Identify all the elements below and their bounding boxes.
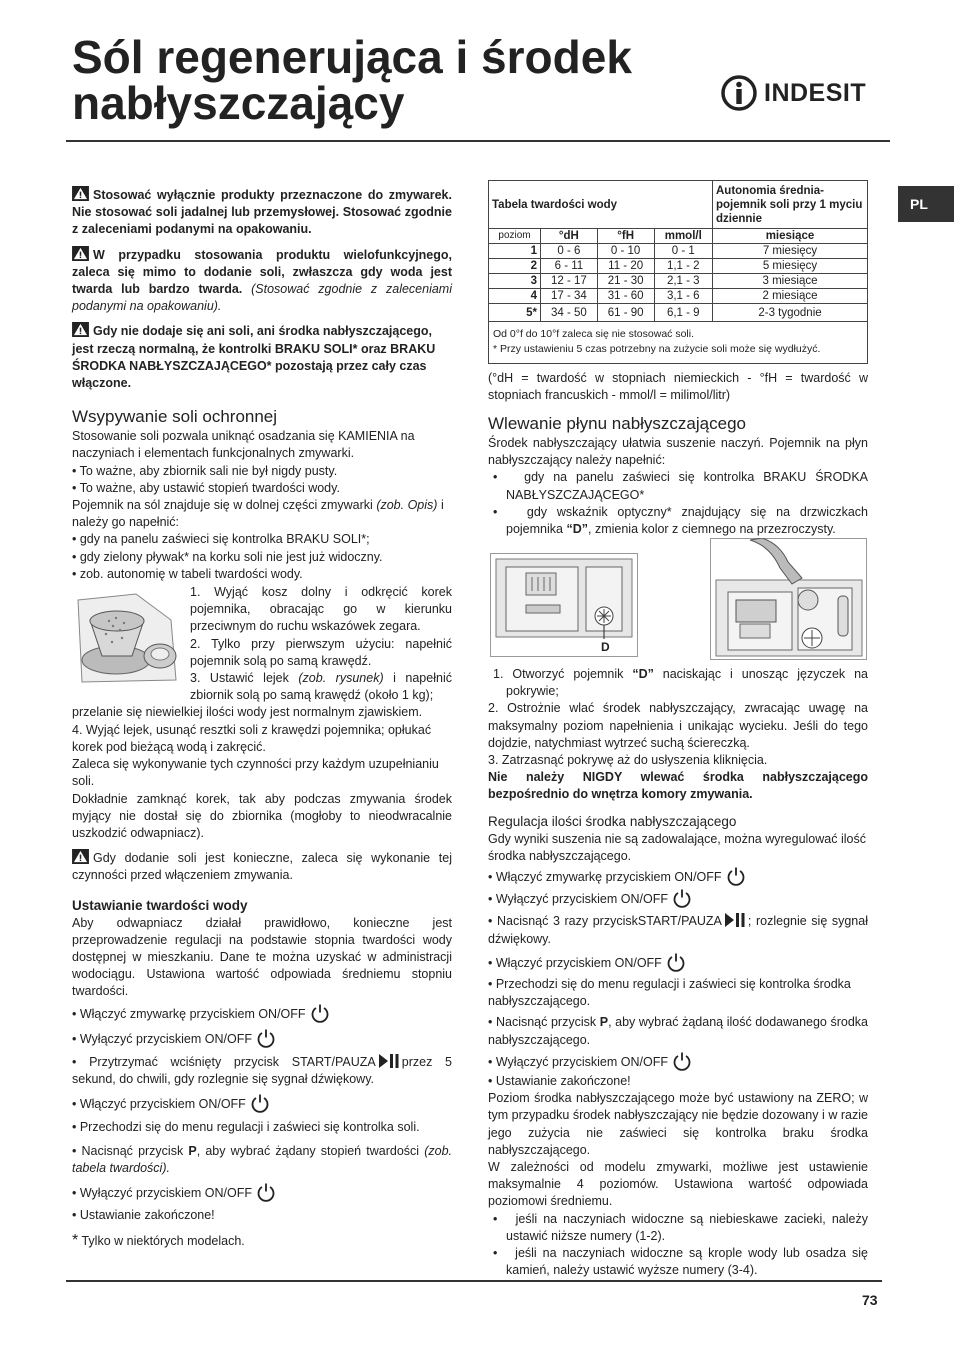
hardness-step: • Przytrzymać wciśnięty przycisk START/PAUZA przez 5 sekund, do chwili, gdy rozlegnie się sygnał dźwiękowy. bbox=[72, 1054, 452, 1087]
step-1: 1. Wyjąć kosz dolny i odkręcić korek pojemnika, obracając go w kierunku przeciwnym do ruchu wskazówek zegara. bbox=[190, 585, 452, 634]
indesit-logo bbox=[720, 74, 866, 112]
language-tab: PL bbox=[898, 186, 954, 222]
hardness-step: • Nacisnąć przycisk P, aby wybrać żądany stopień twardości (zob. tabela twardości). bbox=[72, 1143, 453, 1175]
rinse-warning: Nie należy NIGDY wlewać środka nabłyszczającego bezpośrednio do wnętrza komory zmywania. bbox=[488, 770, 868, 802]
subsection-water-hardness: Ustawianie twardości wody bbox=[72, 897, 248, 913]
table-autonomy-header: Autonomia średnia-pojemnik soli przy 1 myciu dziennie bbox=[713, 181, 868, 229]
warning-indicators: Gdy nie dodaje się ani soli, ani środka nabłyszczającego, jest rzeczą normalną, że kontrolki BRAKU SOLI* oraz BRAKU ŚRODKA NABŁYSZCZAJĄCEGO* pozostają przez cały czas włączone. bbox=[72, 324, 436, 391]
rinse-bullet: • gdy na panelu zaświeci się kontrolka BRAKU ŚRODKA NABŁYSZCZAJĄCEGO* bbox=[493, 470, 869, 502]
right-column-steps bbox=[488, 666, 868, 1280]
table-header-row: poziom °dH °fH mmol/l miesiące bbox=[489, 229, 868, 244]
regulation-intro: Gdy wyniki suszenia nie są zadowalające, można wyregulować ilość środka nabłyszczającego. bbox=[488, 831, 866, 863]
power-icon bbox=[672, 1051, 692, 1071]
start-pause-icon bbox=[724, 912, 746, 928]
power-icon bbox=[666, 952, 686, 972]
rinse-step-1: 1. Otworzyć pojemnik “D” naciskając i unosząc języczek na pokrywie; bbox=[493, 667, 868, 699]
rinse-step-2: 2. Ostrożnie wlać środek nabłyszczający, zwracając uwagę na maksymalny poziom napełnienia i unikając wycieku. Jeśli do tego dojdzie, natychmiast wytrzeć suchą ściereczką. bbox=[488, 701, 868, 750]
power-icon bbox=[726, 866, 746, 886]
step-3: 3. Ustawić lejek (zob. rysunek) i napełnić zbiornik solą po samą krawędź (około 1 kg); bbox=[190, 671, 452, 703]
table-legend: (°dH = twardość w stopniach niemieckich - °fH = twardość w stopniach francuskich - mmol/l = milimol/litr) bbox=[488, 371, 868, 403]
rinse-step-3: 3. Zatrzasnąć pokrywę aż do usłyszenia kliknięcia. bbox=[488, 753, 768, 768]
footnote: * Tylko w niektórych modelach. bbox=[72, 1231, 245, 1249]
regulation-step: • Ustawianie zakończone! bbox=[488, 1074, 631, 1089]
model-bullet: • jeśli na naczyniach widoczne są niebieskawe zacieki, należy ustawić niższe numery (1-2). bbox=[493, 1211, 868, 1243]
salt-bullet: • zob. autonomię w tabeli twardości wody. bbox=[72, 566, 303, 581]
steps-with-figure bbox=[72, 584, 452, 704]
table-row: 3 12 - 17 21 - 30 2,1 - 3 3 miesiące bbox=[489, 274, 868, 289]
warning-products: Stosować wyłącznie produkty przeznaczone do zmywarek. Nie stosować soli jadalnej lub przemysłowej. Stosować zgodnie z zaleceniami podanymi na opakowaniu. bbox=[72, 188, 452, 237]
warning-icon bbox=[72, 246, 89, 261]
regulation-step: • Nacisnąć 3 razy przyciskSTART/PAUZA ; rozlegnie się sygnał dźwiękowy. bbox=[488, 914, 868, 946]
power-icon bbox=[250, 1093, 270, 1113]
salt-bullet: • To ważne, aby ustawić stopień twardości wody. bbox=[72, 480, 340, 495]
regulation-step: • Przechodzi się do menu regulacji i zaświeci się kontrolka środka nabłyszczającego. bbox=[488, 977, 851, 1009]
close-cap-note: Dokładnie zamknąć korek, tak aby podczas zmywania środek myjący nie dostał się do zbiornika (mogłoby to nieodwracalnie uszkodzić odwapniacz). bbox=[72, 791, 452, 840]
page-number: 73 bbox=[862, 1292, 878, 1308]
regulation-step: • Wyłączyć przyciskiem ON/OFF bbox=[488, 888, 868, 908]
regulation-step: • Wyłączyć przyciskiem ON/OFF bbox=[488, 1051, 868, 1071]
figure-label-d: D bbox=[601, 640, 610, 654]
salt-bullet: • gdy zielony pływak* na korku soli nie jest już widoczny. bbox=[72, 549, 383, 564]
warning-before-wash: Gdy dodanie soli jest konieczne, zaleca się wykonanie tej czynności przed włączeniem zmywania. bbox=[72, 851, 452, 883]
section-title-salt: Wsypywanie soli ochronnej bbox=[72, 407, 278, 427]
zero-level-note: Poziom środka nabłyszczającego może być ustawiony na ZERO; w tym przypadku środek nabłyszczający nie będzie dozowany i w razie jego zużycia nie zaświeci się kontrolka braku środka nabłyszczającego. bbox=[488, 1091, 868, 1157]
table-row: 4 17 - 34 31 - 60 3,1 - 6 2 miesiące bbox=[489, 289, 868, 304]
page-title: Sól regenerująca i środek nabłyszczający bbox=[72, 31, 632, 129]
start-pause-icon bbox=[378, 1053, 400, 1069]
table-row: 2 6 - 11 11 - 20 1,1 - 2 5 miesięcy bbox=[489, 259, 868, 274]
power-icon bbox=[256, 1182, 276, 1202]
warning-icon bbox=[72, 322, 89, 337]
section-title-rinse-aid: Wlewanie płynu nabłyszczającego bbox=[488, 414, 746, 433]
right-column bbox=[488, 413, 868, 538]
step-2: 2. Tylko przy pierwszym użyciu: napełnić pojemnik solą po samą krawędź. bbox=[190, 636, 452, 668]
step-4: 4. Wyjąć lejek, usunąć resztki soli z krawędzi pojemnika; opłukać korek pod bieżącą wodą i zakręcić. bbox=[72, 722, 432, 754]
warning-icon bbox=[72, 186, 89, 201]
hardness-step: • Wyłączyć przyciskiem ON/OFF bbox=[72, 1028, 452, 1048]
table-notes bbox=[489, 322, 868, 364]
power-icon bbox=[672, 888, 692, 908]
power-icon bbox=[256, 1028, 276, 1048]
logo-i-icon bbox=[720, 74, 758, 112]
salt-bullet: • To ważne, aby zbiornik sali nie był nigdy pusty. bbox=[72, 463, 338, 478]
table-row: 1 0 - 6 0 - 10 0 - 1 7 miesięcy bbox=[489, 244, 868, 259]
hardness-intro: Aby odwapniacz działał prawidłowo, konieczne jest przeprowadzenie regulacji na podstawie stopnia twardości wody dostępnej w mieszkaniu. Dane te można uzyskać w administracji wodociągu. Ustawiona wartość odpowiada średniemu stopniu twardości. bbox=[72, 915, 452, 999]
left-column bbox=[72, 186, 452, 1250]
regulation-step: • Włączyć zmywarkę przyciskiem ON/OFF bbox=[488, 866, 868, 886]
warning-icon bbox=[72, 849, 89, 864]
filling-figure bbox=[710, 538, 867, 660]
table-title: Tabela twardości wody bbox=[489, 181, 713, 229]
table-note: * Przy ustawieniu 5 czas potrzebny na zużycie soli może się wydłużyć. bbox=[493, 343, 821, 355]
table-row: 5* 34 - 50 61 - 90 6,1 - 9 2-3 tygodnie bbox=[489, 304, 868, 322]
regulation-step: • Włączyć przyciskiem ON/OFF bbox=[488, 952, 868, 972]
regulation-step: • Nacisnąć przycisk P, aby wybrać żądaną ilość dodawanego środka nabłyszczającego. bbox=[488, 1015, 869, 1047]
salt-funnel-illustration bbox=[76, 590, 182, 685]
hardness-step: • Włączyć zmywarkę przyciskiem ON/OFF bbox=[72, 1003, 452, 1023]
brand-name: INDESIT bbox=[764, 78, 867, 107]
model-bullet: • jeśli na naczyniach widoczne są krople wody lub osadza się kamień, należy ustawić wyższe numery (3-4). bbox=[493, 1246, 868, 1278]
water-hardness-table bbox=[488, 180, 868, 364]
rinse-bullet: • gdy wskaźnik optyczny* znajdujący się na drzwiczkach pojemnika “D”, zmienia kolor z ciemnego na przezroczysty. bbox=[493, 504, 868, 537]
subsection-rinse-regulation: Regulacja ilości środka nabłyszczającego bbox=[488, 813, 737, 829]
power-icon bbox=[310, 1003, 330, 1023]
header-rule bbox=[66, 140, 890, 142]
hardness-step: • Włączyć przyciskiem ON/OFF bbox=[72, 1093, 452, 1113]
salt-intro: Stosowanie soli pozwala uniknąć osadzania się KAMIENIA na naczyniach i elementach funkcjonalnych zmywarki. bbox=[72, 429, 415, 461]
hardness-step: • Ustawianie zakończone! bbox=[72, 1208, 215, 1223]
hardness-step: • Wyłączyć przyciskiem ON/OFF bbox=[72, 1182, 452, 1202]
hardness-step: • Przechodzi się do menu regulacji i zaświeci się kontrolka soli. bbox=[72, 1119, 420, 1134]
footer-rule bbox=[66, 1280, 882, 1282]
salt-bullet: • gdy na panelu zaświeci się kontrolka BRAKU SOLI*; bbox=[72, 532, 370, 547]
salt-location: Pojemnik na sól znajduje się w dolnej części zmywarki (zob. Opis) i należy go napełnić: bbox=[72, 498, 444, 530]
model-note: W zależności od modelu zmywarki, możliwe jest ustawienie maksymalnie 4 poziomów. Ustawiona wartość odpowiada poziomowi średniemu. bbox=[488, 1160, 868, 1209]
recommendation: Zaleca się wykonywanie tych czynności przy każdym uzupełnianiu soli. bbox=[72, 757, 439, 789]
rinse-intro: Środek nabłyszczający ułatwia suszenie naczyń. Pojemnik na płyn nabłyszczający należy napełnić: bbox=[488, 436, 868, 468]
dispenser-figure bbox=[490, 553, 638, 657]
warning-multifunction: W przypadku stosowania produktu wielofunkcyjnego, zaleca się mimo to dodanie soli, zwłaszcza gdy woda jest twarda lub bardzo twarda. (Stosować zgodnie z zaleceniami podanymi na opakowaniu). bbox=[72, 247, 452, 314]
table-note: Od 0°f do 10°f zaleca się nie stosować soli. bbox=[493, 328, 695, 340]
step-3-cont: przelanie się niewielkiej ilości wody jest normalnym zjawiskiem. bbox=[72, 705, 423, 720]
